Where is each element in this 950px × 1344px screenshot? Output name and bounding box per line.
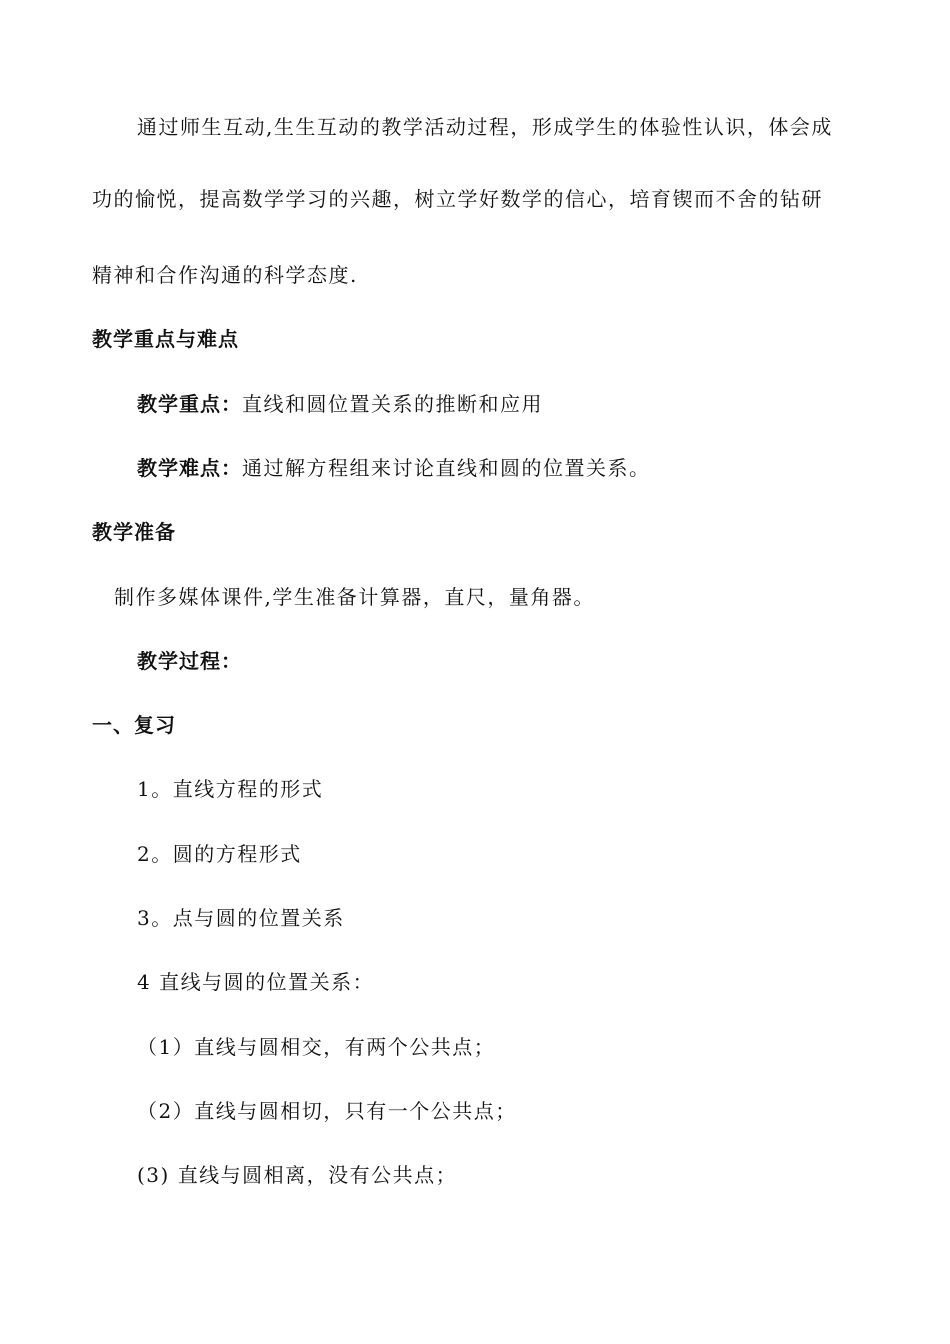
review-item-1: 1。直线方程的形式	[137, 777, 324, 801]
relation-subitem-2: （2）直线与圆相切，只有一个公共点；	[137, 1099, 517, 1123]
intro-paragraph-line-2: 功的愉悦，提高数学学习的兴趣，树立学好数学的信心，培育锲而不舍的钻研	[92, 187, 823, 211]
teaching-difficulty-label: 教学难点：	[137, 456, 242, 480]
teaching-focus-line	[137, 390, 543, 418]
intro-paragraph-line-3: 精神和合作沟通的科学态度.	[92, 263, 358, 287]
preparation-text: 制作多媒体课件,学生准备计算器，直尺，量角器。	[114, 585, 595, 609]
review-item-2: 2。圆的方程形式	[137, 842, 302, 866]
teaching-difficulty-text: 通过解方程组来讨论直线和圆的位置关系。	[242, 456, 651, 480]
key-points-heading: 教学重点与难点	[92, 327, 239, 351]
review-item-3: 3。点与圆的位置关系	[137, 906, 345, 930]
teaching-focus-label: 教学重点：	[137, 392, 242, 416]
intro-paragraph-line-1: 通过师生互动,生生互动的教学活动过程，形成学生的体验性认识，体会成	[137, 115, 833, 139]
relation-subitem-1: （1）直线与圆相交，有两个公共点；	[137, 1035, 496, 1059]
preparation-heading: 教学准备	[92, 520, 176, 544]
process-heading: 教学过程：	[137, 649, 242, 673]
relation-subitem-3: (3) 直线与圆相离，没有公共点；	[137, 1163, 458, 1187]
teaching-focus-text: 直线和圆位置关系的推断和应用	[242, 392, 543, 416]
review-item-4: 4 直线与圆的位置关系：	[137, 970, 375, 994]
review-section-heading: 一、复习	[92, 713, 176, 737]
teaching-difficulty-line	[137, 454, 651, 482]
